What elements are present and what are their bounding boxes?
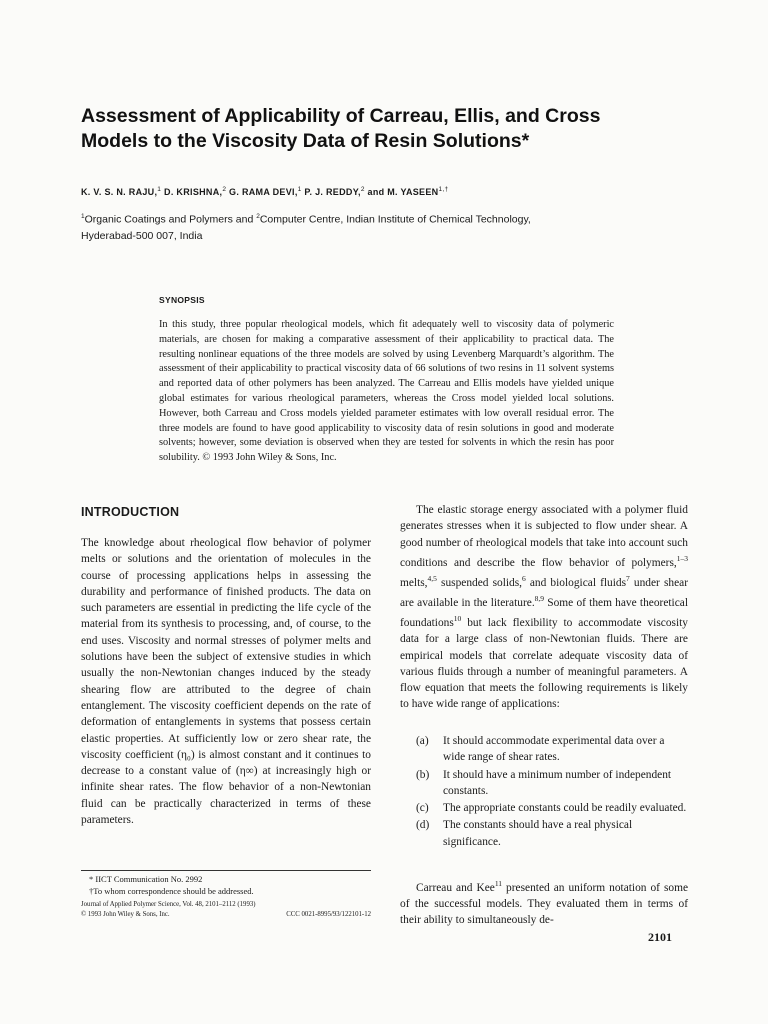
para2-text-5: under shear are available in the literature. — [400, 576, 688, 609]
page-number: 2101 — [648, 930, 672, 944]
copyright: © 1993 John Wiley & Sons, Inc. — [81, 910, 170, 918]
author-1-affil: 1 — [157, 186, 162, 193]
list-item-text: The appropriate constants could be readily evaluated. — [443, 802, 687, 815]
citation: 7 — [626, 573, 630, 583]
list-item-text: It should have a minimum number of independent constants. — [443, 768, 672, 797]
citation: 10 — [453, 614, 462, 624]
author-2-affil: 2 — [222, 186, 227, 193]
affil-address: Hyderabad-500 007, India — [81, 229, 203, 242]
citation: 4,5 — [427, 573, 437, 583]
list-item — [416, 767, 688, 800]
synopsis-text: In this study, three popular rheological models, which fit adequately well to viscosity data of polymeric materials, are chosen for making a comparative assessment of their applicability to practical data. The resulting nonlinear equations of the three models are solved by using Levenberg Marquardt’s algorithm. The assessment of their applicability to practical viscosity data of 66 solutions of two resins in 11 solvent systems and reported data of other polymers has been analyzed. The Carreau and Ellis models have yielded unique global estimates for various rheological parameters, whereas the Cross model yielded local solutions. However, both Carreau and Cross models yielded parameter estimates with low overall residual error. The three models are found to have good applicability to viscosity data of resin solutions in good and moderate solvents; however, some deviation is observed when they are tested for solvents in which the resin has poor solubility. © 1993 John Wiley & Sons, Inc. — [159, 319, 614, 464]
citation: 6 — [522, 573, 526, 583]
list-item-text: It should accommodate experimental data over a wide range of shear rates. — [443, 735, 665, 764]
footnotes — [81, 874, 371, 897]
affil-1-text: Organic Coatings and Polymers and — [84, 213, 257, 226]
footnote-2: †To whom correspondence should be addressed. — [89, 885, 254, 896]
para2-text-4: and biological fluids — [525, 576, 627, 589]
introduction-heading: INTRODUCTION — [81, 505, 180, 519]
title-line-1: Assessment of Applicability of Carreau, Ellis, and Cross — [81, 105, 601, 127]
introduction-paragraph-1: The knowledge about rheological flow behavior of polymer melts or solutions and the orientation of molecules in the course of processing applications helps in assessing the durability and performance of finished products. The data on such parameters are essential in predicting the life cycle of the material from its synthesis to processing, and, of course, to the end uses. Viscosity and normal stresses of polymer melts and solutions have been the subject of extensive studies in which usually the non-Newtonian changes induced by the steady shearing flow are attributed to the degree of chain entanglement. The viscosity coefficient depends on the rate of deformation of entanglements in systems that possess certain elastic properties. At sufficiently low or zero shear rate, the viscosity coefficient (η₀) is almost constant and it continues to decrease to a constant value of (η∞) at increasingly high or infinite shear rates. The flow behavior of a non-Newtonian fluid can be practically characterized in terms of these parameters. — [81, 537, 371, 827]
author-1: K. V. S. N. RAJU, — [81, 187, 158, 197]
author-5: and M. YASEEN — [364, 187, 439, 197]
author-4: P. J. REDDY, — [301, 187, 361, 197]
list-item — [416, 800, 688, 816]
citation: 1–3 — [676, 553, 688, 563]
journal-info — [81, 900, 371, 919]
author-3-affil: 1 — [297, 186, 302, 193]
para2-text-7: but lack flexibility to accommodate viscosity data for a large class of non-Newtonian fluids. There are empirical models that correlate adequate viscosity data of various fluids through a number of meaningful parameters. A flow equation that meets the following requirements is likely to have wide range of applications: — [400, 616, 688, 711]
affil-2-text: Computer Centre, Indian Institute of Chemical Technology, — [259, 213, 531, 226]
requirements-list — [416, 733, 688, 851]
affil-2-marker: 2 — [256, 213, 260, 220]
para2-text-6: Some of them have theoretical foundations — [400, 596, 688, 629]
author-5-affil: 1,† — [438, 186, 449, 193]
citation: 11 — [494, 879, 503, 888]
para3-text-1: Carreau and Kee — [416, 881, 495, 894]
ccc-code: CCC 0021-8995/93/122101-12 — [286, 910, 371, 918]
synopsis-heading: SYNOPSIS — [159, 295, 205, 305]
affiliations — [81, 209, 721, 244]
para3-text-2: presented an uniform notation of some of the successful models. They evaluated them in terms of their ability to simultaneously de- — [400, 881, 688, 927]
introduction-paragraph-2 — [400, 502, 688, 713]
author-list — [81, 183, 721, 199]
para2-text-1: The elastic storage energy associated with a polymer fluid generates stresses when it is subjected to flow under shear. A good number of rheological models that take into account such conditions and describe the flow behavior of polymers, — [400, 504, 688, 569]
list-item-label: (a) — [416, 735, 429, 747]
footnote-divider — [81, 870, 371, 871]
introduction-paragraph-3 — [400, 876, 688, 929]
author-3: G. RAMA DEVI, — [226, 187, 298, 197]
footnote-1: * IICT Communication No. 2992 — [89, 874, 203, 884]
author-2: D. KRISHNA, — [161, 187, 223, 197]
title-line-2: Models to the Viscosity Data of Resin Solutions — [81, 130, 522, 152]
author-4-affil: 2 — [360, 186, 365, 193]
title-footnote-mark: * — [521, 130, 530, 152]
list-item-label: (b) — [416, 768, 430, 781]
list-item — [416, 733, 688, 766]
citation: 8,9 — [534, 594, 545, 604]
list-item-label: (d) — [416, 819, 430, 832]
paper-title — [81, 104, 701, 154]
para2-text-2: melts, — [400, 576, 428, 589]
journal-citation: Journal of Applied Polymer Science, Vol. 48, 2101–2112 (1993) — [81, 901, 256, 908]
affil-1-marker: 1 — [81, 213, 85, 220]
para2-text-3: suspended solids, — [436, 576, 523, 589]
list-item-label: (c) — [416, 802, 429, 815]
list-item-text: The constants should have a real physical significance. — [443, 819, 633, 848]
list-item — [416, 817, 688, 850]
